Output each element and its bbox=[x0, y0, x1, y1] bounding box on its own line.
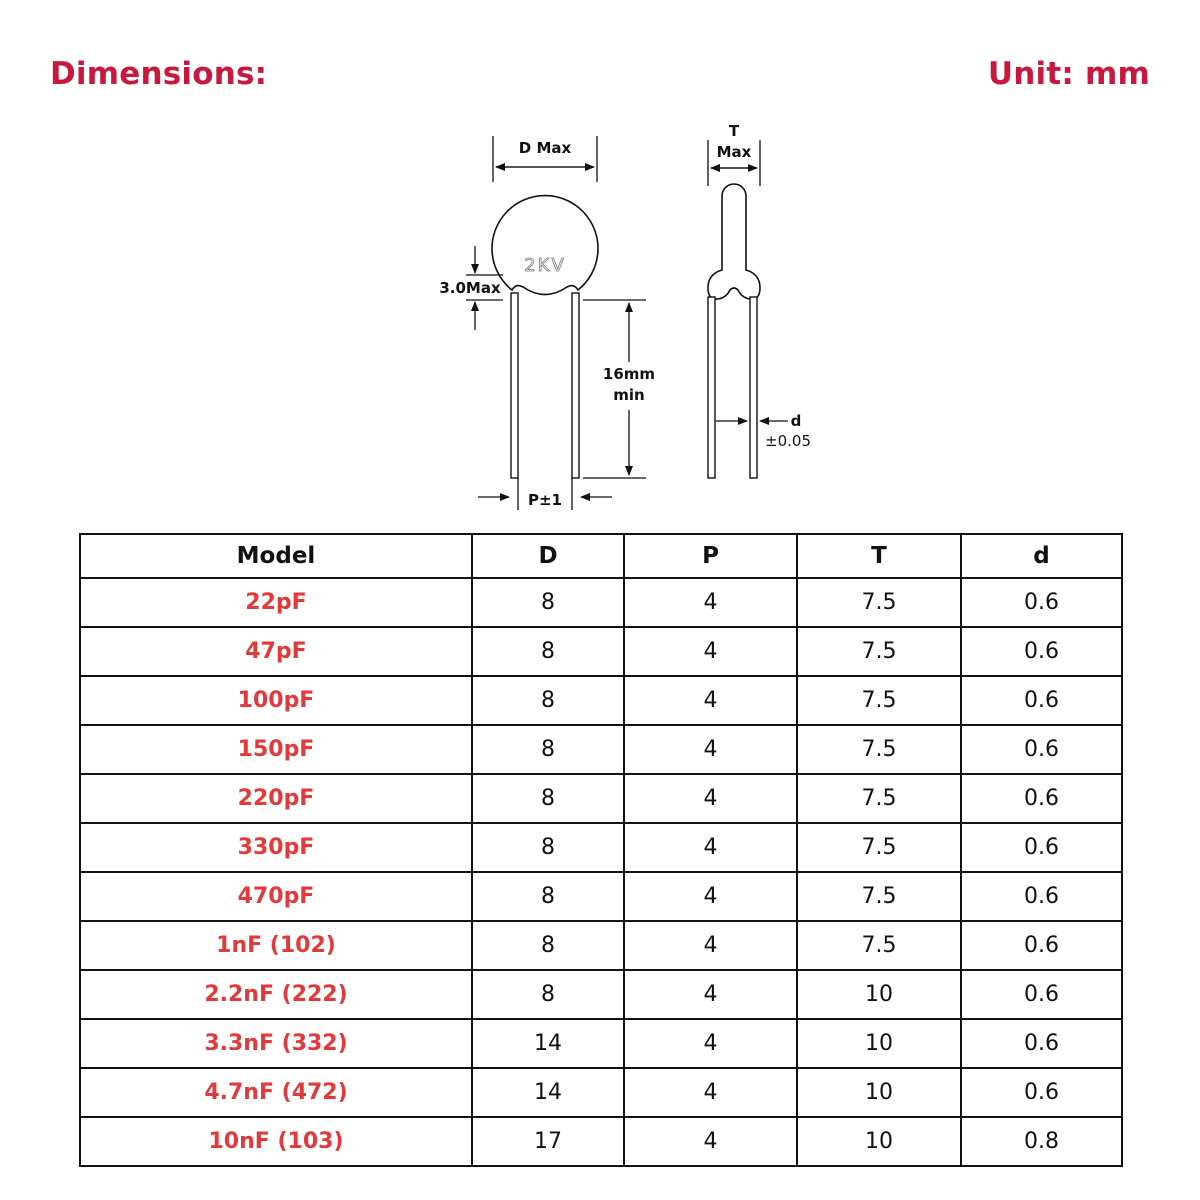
capacitor-body bbox=[492, 196, 598, 295]
cell-model: 4.7nF (472) bbox=[80, 1068, 472, 1117]
cell-t: 7.5 bbox=[797, 823, 961, 872]
dimensions-heading: Dimensions: bbox=[50, 56, 268, 92]
cell-d: 8 bbox=[472, 627, 624, 676]
cell-model: 220pF bbox=[80, 774, 472, 823]
table-row bbox=[80, 627, 1122, 676]
table-row bbox=[80, 774, 1122, 823]
cell-t: 7.5 bbox=[797, 872, 961, 921]
cell-model: 22pF bbox=[80, 578, 472, 627]
cell-t: 7.5 bbox=[797, 725, 961, 774]
cell-d: 8 bbox=[472, 676, 624, 725]
cell-wire-d: 0.6 bbox=[961, 725, 1122, 774]
table-row bbox=[80, 1019, 1122, 1068]
cell-d: 8 bbox=[472, 823, 624, 872]
cell-d: 8 bbox=[472, 774, 624, 823]
column-header-d: D bbox=[472, 534, 624, 578]
column-header-model: Model bbox=[80, 534, 472, 578]
cell-p: 4 bbox=[624, 1019, 797, 1068]
table-row bbox=[80, 823, 1122, 872]
cell-model: 1nF (102) bbox=[80, 921, 472, 970]
unit-label: Unit: mm bbox=[987, 56, 1150, 92]
table-row bbox=[80, 578, 1122, 627]
cell-t: 10 bbox=[797, 970, 961, 1019]
lead-length-label: 16mm bbox=[602, 365, 656, 383]
side-left-lead bbox=[708, 297, 715, 478]
wire-tolerance-label: ±0.05 bbox=[765, 432, 811, 450]
left-lead bbox=[511, 293, 518, 478]
cell-d: 8 bbox=[472, 725, 624, 774]
cell-d: 8 bbox=[472, 872, 624, 921]
dimensions-table bbox=[79, 533, 1123, 1167]
table-row bbox=[80, 1068, 1122, 1117]
cell-model: 100pF bbox=[80, 676, 472, 725]
pitch-label: P±1 bbox=[528, 491, 562, 509]
table-row bbox=[80, 725, 1122, 774]
cell-p: 4 bbox=[624, 725, 797, 774]
cell-d: 17 bbox=[472, 1117, 624, 1166]
side-right-lead bbox=[750, 297, 757, 478]
side-body bbox=[708, 184, 760, 299]
d-max-label: D Max bbox=[518, 139, 572, 157]
column-header-p: P bbox=[624, 534, 797, 578]
cell-d: 8 bbox=[472, 921, 624, 970]
cell-d: 14 bbox=[472, 1019, 624, 1068]
cell-wire-d: 0.6 bbox=[961, 1068, 1122, 1117]
cell-t: 7.5 bbox=[797, 774, 961, 823]
t-max-label: Max bbox=[716, 143, 752, 161]
cell-model: 3.3nF (332) bbox=[80, 1019, 472, 1068]
front-view bbox=[439, 136, 655, 510]
cell-d: 8 bbox=[472, 970, 624, 1019]
lead-length-min-label: min bbox=[613, 386, 645, 404]
cell-wire-d: 0.6 bbox=[961, 578, 1122, 627]
cell-p: 4 bbox=[624, 578, 797, 627]
table-header-row bbox=[80, 534, 1122, 578]
capacitor-dimension-diagram bbox=[0, 0, 1200, 530]
cell-model: 47pF bbox=[80, 627, 472, 676]
cell-t: 7.5 bbox=[797, 627, 961, 676]
table-row bbox=[80, 1117, 1122, 1166]
cell-p: 4 bbox=[624, 872, 797, 921]
cell-p: 4 bbox=[624, 1117, 797, 1166]
wire-d-label: d bbox=[790, 412, 802, 430]
cell-model: 470pF bbox=[80, 872, 472, 921]
column-header-wire-d: d bbox=[961, 534, 1122, 578]
cell-p: 4 bbox=[624, 970, 797, 1019]
cell-t: 10 bbox=[797, 1019, 961, 1068]
table-row bbox=[80, 970, 1122, 1019]
cell-t: 10 bbox=[797, 1068, 961, 1117]
cell-p: 4 bbox=[624, 823, 797, 872]
cell-t: 10 bbox=[797, 1117, 961, 1166]
cell-wire-d: 0.6 bbox=[961, 921, 1122, 970]
cell-wire-d: 0.8 bbox=[961, 1117, 1122, 1166]
voltage-marking: 2KV bbox=[524, 255, 566, 276]
cell-model: 150pF bbox=[80, 725, 472, 774]
table-row bbox=[80, 676, 1122, 725]
cell-p: 4 bbox=[624, 921, 797, 970]
table-row bbox=[80, 921, 1122, 970]
cell-p: 4 bbox=[624, 627, 797, 676]
t-label: T bbox=[728, 122, 740, 140]
cell-wire-d: 0.6 bbox=[961, 676, 1122, 725]
cell-wire-d: 0.6 bbox=[961, 774, 1122, 823]
cell-p: 4 bbox=[624, 774, 797, 823]
cell-model: 10nF (103) bbox=[80, 1117, 472, 1166]
side-view bbox=[708, 122, 811, 478]
column-header-t: T bbox=[797, 534, 961, 578]
cell-t: 7.5 bbox=[797, 676, 961, 725]
cell-p: 4 bbox=[624, 676, 797, 725]
lead-max-label: 3.0Max bbox=[439, 279, 501, 297]
table-row bbox=[80, 872, 1122, 921]
cell-model: 330pF bbox=[80, 823, 472, 872]
cell-d: 14 bbox=[472, 1068, 624, 1117]
cell-t: 7.5 bbox=[797, 921, 961, 970]
cell-wire-d: 0.6 bbox=[961, 970, 1122, 1019]
cell-t: 7.5 bbox=[797, 578, 961, 627]
cell-wire-d: 0.6 bbox=[961, 823, 1122, 872]
cell-wire-d: 0.6 bbox=[961, 1019, 1122, 1068]
right-lead bbox=[572, 293, 579, 478]
cell-p: 4 bbox=[624, 1068, 797, 1117]
cell-wire-d: 0.6 bbox=[961, 872, 1122, 921]
cell-d: 8 bbox=[472, 578, 624, 627]
cell-model: 2.2nF (222) bbox=[80, 970, 472, 1019]
cell-wire-d: 0.6 bbox=[961, 627, 1122, 676]
